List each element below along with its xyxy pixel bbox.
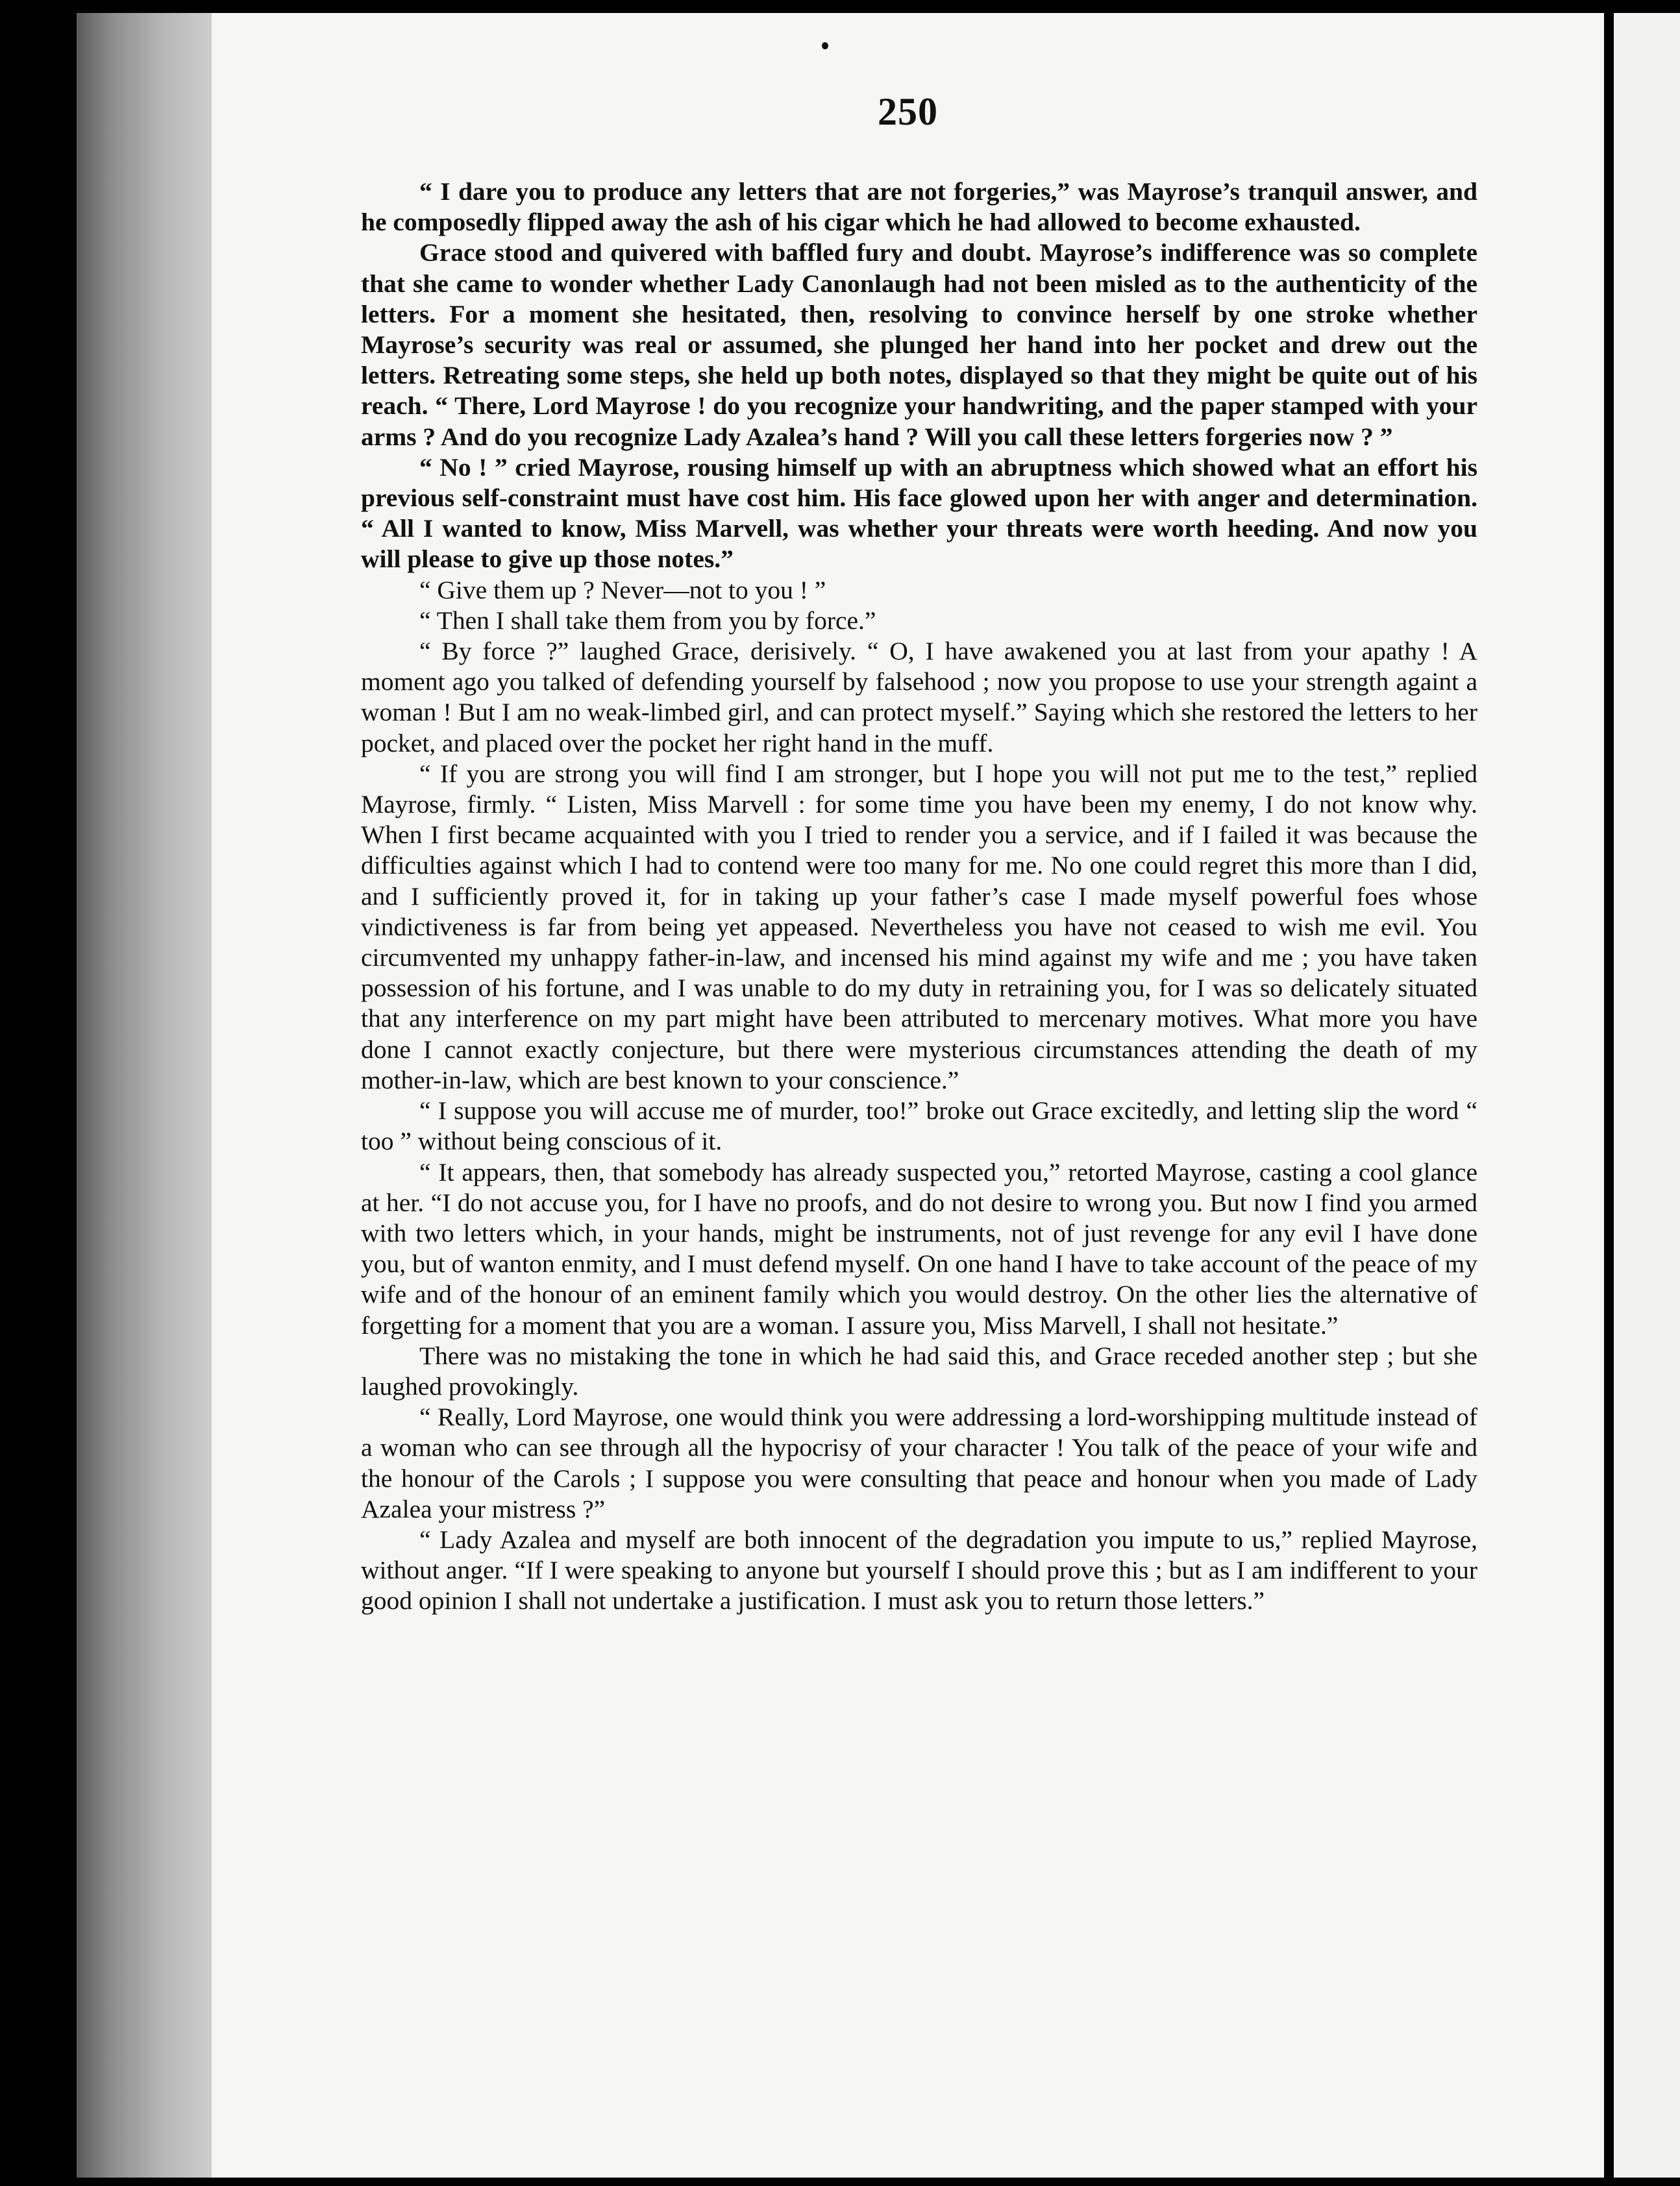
page-number: 250 — [878, 90, 938, 133]
paragraph-2: Grace stood and quivered with baffled fury and doubt. Mayrose’s indifference was so complete that she came to wonder whether Lady Canonlaugh had not been misled as to the authenticity of the letters. For a moment she hesitated, then, resolving to convince herself by one stroke whether Mayrose’s security was real or assumed, she plunged her hand into her pocket and drew out the letters. Retreating some steps, she held up both notes, displayed so that they might be quite out of his reach. “ There, Lord Mayrose ! do you recognize your handwriting, and the paper stamped with your arms ? And do you recognize Lady Azalea’s hand ? Will you call these letters forgeries now ? ” — [361, 238, 1477, 451]
book-page — [212, 13, 1604, 2178]
paragraph-9: “ It appears, then, that somebody has already suspected you,” retorted Mayrose, casting a cool glance at her. “I do not accuse you, for I have no proofs, and do not desire to wrong you. But now I find you armed with two letters which, in your hands, might be instruments, not of just revenge for any evil I have done you, but of wanton enmity, and I must defend myself. On one hand I have to take account of the peace of my wife and of the honour of an eminent family which you would destroy. On the other lies the alternative of forgetting for a moment that you are a woman. I assure you, Miss Marvell, I shall not hesitate.” — [361, 1157, 1477, 1340]
book-gutter — [77, 13, 213, 2178]
paragraph-10: There was no mistaking the tone in which he had said this, and Grace receded another step ; but she laughed provokingly. — [361, 1341, 1477, 1401]
body-text — [361, 177, 1477, 1617]
paragraph-8: “ I suppose you will accuse me of murder, too!” broke out Grace excitedly, and letting slip the word “ too ” without being conscious of it. — [361, 1096, 1477, 1156]
adjacent-page-edge — [1614, 13, 1680, 2178]
paragraph-3: “ No ! ” cried Mayrose, rousing himself up with an abruptness which showed what an effort his previous self-constraint must have cost him. His face glowed upon her with anger and determination. “ All I wanted to know, Miss Marvell, was whether your threats were worth heeding. And now you will please to give up those notes.” — [361, 452, 1477, 574]
speck-mark — [822, 42, 828, 49]
paragraph-1: “ I dare you to produce any letters that are not forgeries,” was Mayrose’s tranquil answer, and he composedly flipped away the ash of his cigar which he had allowed to become exhausted. — [361, 177, 1477, 237]
paragraph-5: “ Then I shall take them from you by force.” — [419, 606, 876, 635]
paragraph-6: “ By force ?” laughed Grace, derisively. “ O, I have awakened you at last from your apathy ! A moment ago you talked of defending yourself by falsehood ; now you propose to use your strength againt a woman ! But I am no weak-limbed girl, and can protect myself.” Saying which she restored the letters to her pocket, and placed over the pocket her right hand in the muff. — [361, 637, 1477, 757]
paragraph-4: “ Give them up ? Never—not to you ! ” — [419, 575, 826, 604]
paragraph-11: “ Really, Lord Mayrose, one would think you were addressing a lord-worshipping multitude instead of a woman who can see through all the hypocrisy of your character ! You talk of the peace of your wife and the honour of the Carols ; I suppose you were consulting that peace and honour when you made of Lady Azalea your mistress ?” — [361, 1403, 1477, 1523]
paragraph-7: “ If you are strong you will find I am stronger, but I hope you will not put me to the test,” replied Mayrose, firmly. “ Listen, Miss Marvell : for some time you have been my enemy, I do not know why. When I first became acquainted with you I tried to render you a service, and if I failed it was because the difficulties against which I had to contend were too many for me. No one could regret this more than I did, and I sufficiently proved it, for in taking up your father’s case I made myself powerful foes whose vindictiveness is far from being yet appeased. Nevertheless you have not ceased to wish me evil. You circumvented my unhappy father-in-law, and incensed his mind against my wife and me ; you have taken possession of his fortune, and I was unable to do my duty in retraining you, for I was so delicately situated that any interference on my part might have been attributed to mercenary motives. What more you have done I cannot exactly conjecture, but there were mysterious circumstances attending the death of my mother-in-law, which are best known to your conscience.” — [361, 759, 1477, 1094]
paragraph-12: “ Lady Azalea and myself are both innocent of the degradation you impute to us,” replied Mayrose, without anger. “If I were speaking to anyone but yourself I should prove this ; but as I am indifferent to your good opinion I shall not undertake a justification. I must ask you to return those letters.” — [361, 1525, 1477, 1615]
